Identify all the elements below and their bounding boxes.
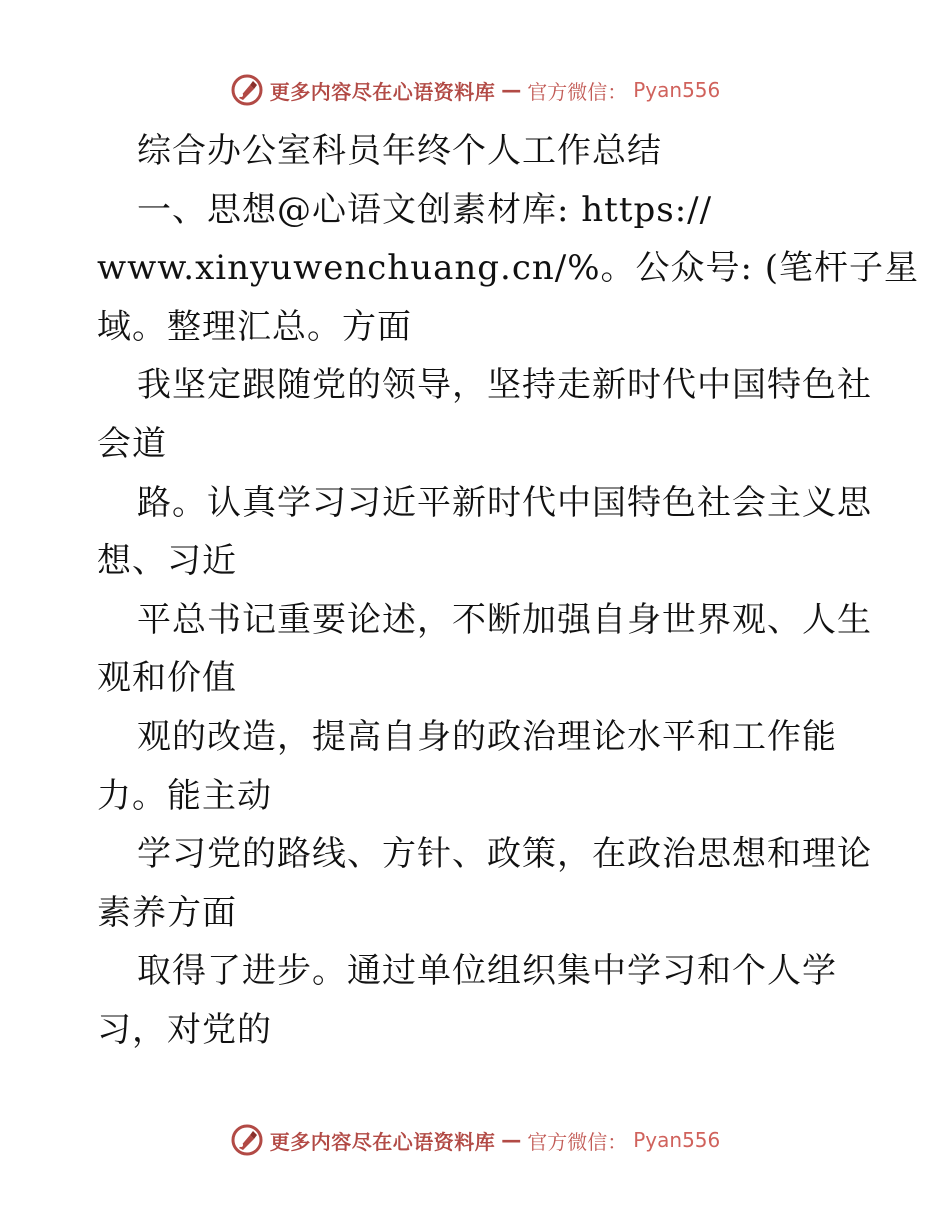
paragraph-line: www.xinyuwenchuang.cn/%。公众号: (笔杆子星 bbox=[97, 248, 920, 289]
paragraph-line: 力。能主动 bbox=[97, 775, 272, 816]
paragraph-line: 域。整理汇总。方面 bbox=[97, 306, 412, 347]
banner-dash: — bbox=[501, 78, 522, 102]
paragraph-line: 素养方面 bbox=[97, 892, 237, 933]
paragraph-line: 习，对党的 bbox=[97, 1009, 272, 1050]
banner-text: 更多内容尽在心语资料库 bbox=[269, 79, 496, 104]
header-banner bbox=[0, 70, 950, 110]
document-title: 综合办公室科员年终个人工作总结 bbox=[137, 131, 662, 171]
banner-contact-label: 官方微信： bbox=[527, 79, 628, 104]
paragraph-line: 平总书记重要论述，不断加强自身世界观、人生 bbox=[137, 599, 872, 640]
paragraph-line: 想、习近 bbox=[97, 541, 237, 582]
pen-nib-logo-icon bbox=[230, 73, 264, 107]
paragraph-line: 取得了进步。通过单位组织集中学习和个人学 bbox=[137, 951, 837, 992]
paragraph-line: 学习党的路线、方针、政策，在政治思想和理论 bbox=[137, 834, 872, 875]
banner-contact-id: Pyan556 bbox=[633, 1128, 721, 1152]
pen-nib-logo-icon bbox=[230, 1123, 264, 1157]
banner-dash: — bbox=[501, 1128, 522, 1152]
banner-contact-label: 官方微信： bbox=[527, 1129, 628, 1154]
paragraph-line: 路。认真学习习近平新时代中国特色社会主义思 bbox=[137, 482, 872, 523]
document-body bbox=[97, 122, 920, 1060]
paragraph-line: 我坚定跟随党的领导，坚持走新时代中国特色社 bbox=[137, 365, 872, 406]
header-banner-content bbox=[230, 73, 721, 107]
paragraph-line: 一、思想@心语文创素材库: https:// bbox=[137, 189, 713, 230]
footer-banner bbox=[0, 1120, 950, 1160]
paragraph-line: 观的改造，提高自身的政治理论水平和工作能 bbox=[137, 716, 837, 757]
banner-text: 更多内容尽在心语资料库 bbox=[269, 1129, 496, 1154]
paragraph-line: 观和价值 bbox=[97, 658, 237, 699]
paragraph-line: 会道 bbox=[97, 423, 167, 464]
banner-contact-id: Pyan556 bbox=[633, 78, 721, 102]
footer-banner-content bbox=[230, 1123, 721, 1157]
